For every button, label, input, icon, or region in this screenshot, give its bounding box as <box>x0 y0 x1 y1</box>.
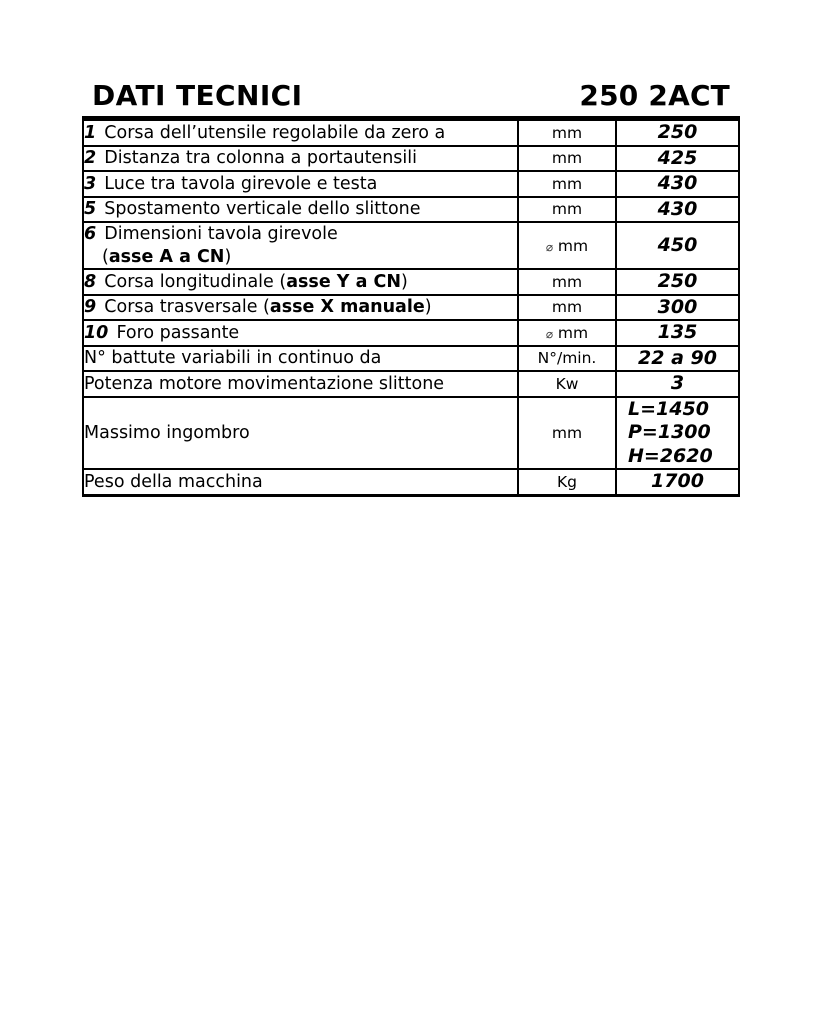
spec-description-label: Luce tra tavola girevole e testa <box>104 173 378 194</box>
spec-value: 430 <box>657 172 698 195</box>
spec-unit-cell <box>518 346 616 372</box>
table-row <box>83 397 739 470</box>
spec-row-number: 3 <box>84 173 103 194</box>
spec-row-number: 5 <box>84 199 103 220</box>
spec-unit-label: Kg <box>556 473 577 492</box>
spec-unit-cell <box>518 171 616 197</box>
spec-unit-label: mm <box>551 272 583 291</box>
spec-description-label: Spostamento verticale dello slittone <box>104 199 421 220</box>
spec-description-cell <box>83 119 518 146</box>
table-row <box>83 171 739 197</box>
spec-description-cell <box>83 320 518 346</box>
spec-description-label: Corsa dell’utensile regolabile da zero a <box>104 122 446 143</box>
spec-unit-cell <box>518 222 616 269</box>
spec-row-number: 9 <box>84 297 103 318</box>
spec-description-cell <box>83 269 518 295</box>
spec-unit-label: mm <box>557 323 589 342</box>
spec-description-suffix: ) <box>400 271 408 292</box>
spec-unit-label: mm <box>551 200 583 219</box>
spec-value: 250 <box>657 121 698 143</box>
table-row <box>83 146 739 172</box>
spec-unit-cell <box>518 197 616 223</box>
spec-description-line2-prefix: ( <box>102 246 109 267</box>
table-row <box>83 197 739 223</box>
spec-value: 450 <box>657 233 698 256</box>
spec-value-cell <box>616 146 739 172</box>
technical-data-table <box>82 116 740 497</box>
table-row <box>83 469 739 495</box>
spec-row-number: 6 <box>84 224 103 245</box>
spec-unit-cell <box>518 146 616 172</box>
spec-description-label: Foro passante <box>116 322 240 343</box>
spec-description-cell <box>83 469 518 495</box>
spec-unit-cell <box>518 371 616 397</box>
spec-unit-label: mm <box>551 149 583 168</box>
spec-description-label: Massimo ingombro <box>84 422 250 443</box>
spec-value-cell <box>616 320 739 346</box>
sheet-header <box>82 70 738 110</box>
technical-data-table-body <box>83 119 739 496</box>
table-row <box>83 295 739 321</box>
spec-unit-label: mm <box>551 123 583 142</box>
spec-description-label: Potenza motore movimentazione slittone <box>84 373 445 394</box>
spec-row-number: 8 <box>84 271 103 292</box>
spec-value-cell <box>616 269 739 295</box>
spec-value-line: P=1300 <box>628 421 711 444</box>
spec-value-line: H=2620 <box>628 444 713 467</box>
table-row <box>83 269 739 295</box>
spec-unit-cell <box>518 397 616 470</box>
table-row <box>83 346 739 372</box>
spec-value-cell <box>616 119 739 146</box>
spec-description-label: Peso della macchina <box>84 471 263 492</box>
spec-description-second-line <box>84 246 517 268</box>
spec-unit-cell <box>518 320 616 346</box>
spec-description-label: Corsa longitudinale ( <box>104 271 287 292</box>
spec-description-emphasis: asse X manuale <box>269 297 425 318</box>
spec-unit-cell <box>518 119 616 146</box>
spec-description-line2-suffix: ) <box>224 246 232 267</box>
spec-value-cell <box>616 197 739 223</box>
spec-value-line: L=1450 <box>628 397 709 420</box>
page-title: DATI TECNICI <box>92 79 303 112</box>
spec-value: 425 <box>657 146 698 169</box>
spec-unit-label: mm <box>551 424 583 443</box>
spec-unit-label: mm <box>551 174 583 193</box>
spec-value: 250 <box>657 269 698 292</box>
spec-description-label: Dimensioni tavola girevole <box>104 224 338 245</box>
spec-value-cell <box>616 469 739 495</box>
spec-description-line2-emphasis: asse A a CN <box>108 246 225 267</box>
spec-description-cell <box>83 346 518 372</box>
spec-unit-label: Kw <box>555 374 579 393</box>
spec-value-cell <box>616 295 739 321</box>
technical-data-sheet <box>82 70 738 497</box>
spec-unit-cell <box>518 269 616 295</box>
diameter-icon: ⌀ <box>545 239 557 254</box>
spec-description-cell <box>83 295 518 321</box>
spec-description-label: Corsa trasversale ( <box>104 297 270 318</box>
model-designation: 250 2ACT <box>579 79 730 112</box>
diameter-icon: ⌀ <box>545 326 557 341</box>
spec-row-number: 2 <box>84 148 103 169</box>
table-row <box>83 222 739 269</box>
spec-value: 22 a 90 <box>638 346 717 369</box>
table-row <box>83 371 739 397</box>
spec-unit-cell <box>518 295 616 321</box>
spec-unit-cell <box>518 469 616 495</box>
spec-value: 135 <box>657 321 698 344</box>
spec-value-cell <box>616 397 739 470</box>
spec-description-cell <box>83 171 518 197</box>
spec-description-label: Distanza tra colonna a portautensili <box>104 148 417 169</box>
spec-description-cell <box>83 146 518 172</box>
spec-description-suffix: ) <box>424 297 432 318</box>
spec-row-number: 1 <box>84 122 103 143</box>
spec-row-number: 10 <box>84 322 115 343</box>
table-row <box>83 320 739 346</box>
spec-value-cell <box>616 371 739 397</box>
spec-description-label: N° battute variabili in continuo da <box>84 348 382 369</box>
spec-unit-label: N°/min. <box>537 349 597 368</box>
spec-value: 300 <box>657 295 698 318</box>
spec-description-emphasis: asse Y a CN <box>286 271 401 292</box>
spec-description-cell <box>83 197 518 223</box>
spec-description-cell <box>83 222 518 269</box>
spec-description-cell <box>83 397 518 470</box>
spec-value: 1700 <box>651 470 704 493</box>
spec-value-cell <box>616 222 739 269</box>
spec-value-cell <box>616 171 739 197</box>
spec-value: 3 <box>670 372 685 395</box>
spec-value-cell <box>616 346 739 372</box>
spec-unit-label: mm <box>557 236 589 255</box>
table-row <box>83 119 739 146</box>
spec-description-cell <box>83 371 518 397</box>
spec-unit-label: mm <box>551 298 583 317</box>
spec-value: 430 <box>657 197 698 220</box>
